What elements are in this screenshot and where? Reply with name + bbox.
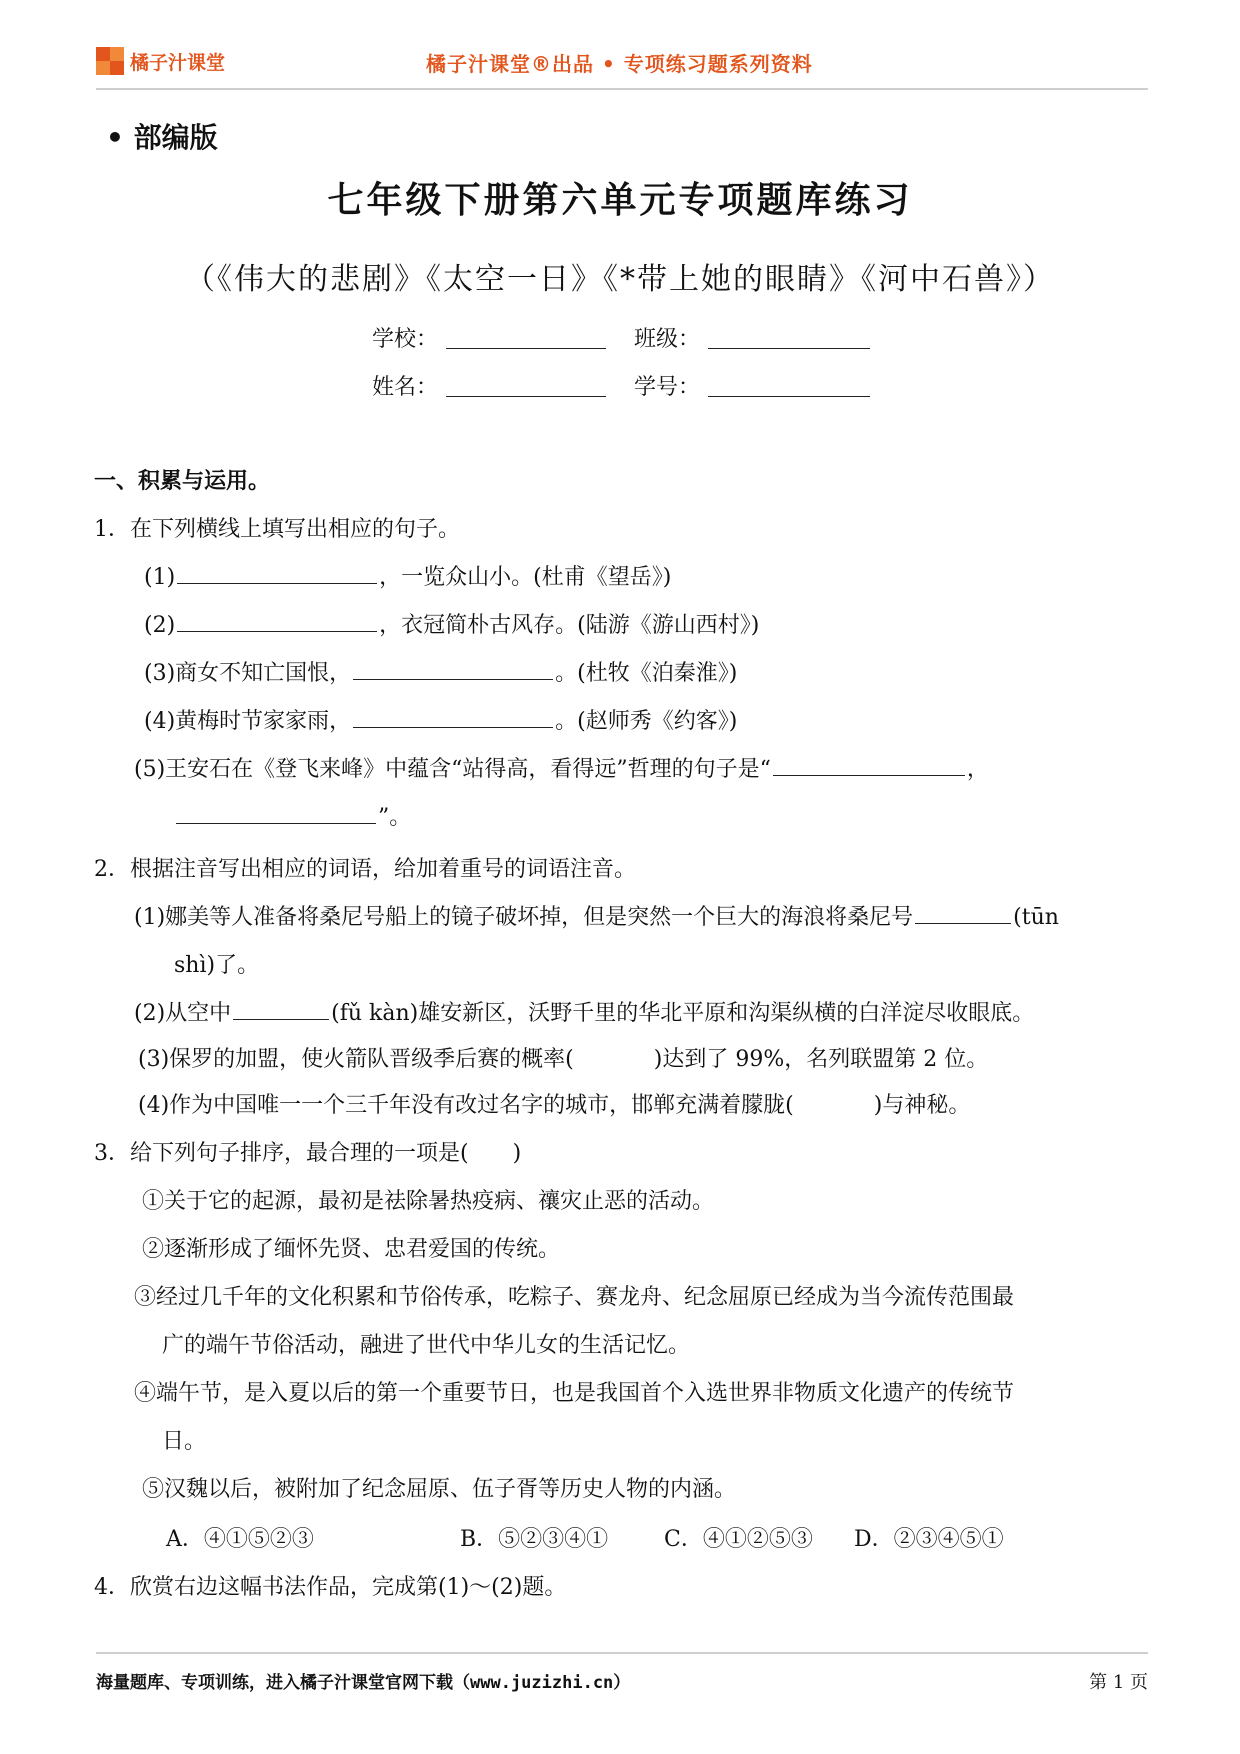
q3-sentence-5: ⑤汉魏以后，被附加了纪念屈原、伍子胥等历史人物的内涵。 (142, 1477, 737, 1502)
answer-blank[interactable] (353, 705, 553, 728)
q2-item-3: (3)保罗的加盟，使火箭队晋级季后赛的概率( )达到了 99%，名列联盟第 2 位。 (138, 1047, 989, 1072)
question-3-stem: 3．给下列句子排序，最合理的一项是( ) (94, 1141, 522, 1166)
q1-item-5-cont: ”。 (174, 800, 411, 831)
name-field[interactable] (446, 396, 606, 397)
answer-blank[interactable] (233, 997, 329, 1020)
q1-item-3: (3)商女不知亡国恨， 。(杜牧《泊秦淮》) (144, 656, 737, 687)
brand-logo (96, 46, 225, 76)
page-header (96, 40, 1148, 90)
q2-item-1-cont: shì)了。 (174, 953, 260, 978)
page-subtitle: （《伟大的悲剧》《太空一日》《*带上她的眼睛》《河中石兽》） (185, 262, 1055, 297)
q1-item-5: (5)王安石在《登飞来峰》中蕴含“站得高，看得远”哲理的句子是“ ， (134, 752, 989, 783)
q3-sentence-1: ①关于它的起源，最初是祛除暑热疫病、禳灾止恶的活动。 (142, 1189, 715, 1214)
q1-item-4: (4)黄梅时节家家雨， 。(赵师秀《约客》) (144, 704, 737, 735)
answer-blank[interactable] (773, 753, 965, 776)
answer-blank[interactable] (176, 801, 376, 824)
question-4-stem: 4．欣赏右边这幅书法作品，完成第(1)～(2)题。 (94, 1575, 567, 1600)
q2-item-4: (4)作为中国唯一一个三千年没有改过名字的城市，邯郸充满着朦胧( )与神秘。 (138, 1093, 971, 1118)
school-field[interactable] (446, 348, 606, 349)
option-b[interactable]: B．⑤②③④① (460, 1527, 609, 1552)
option-a[interactable]: A．④①⑤②③ (166, 1527, 314, 1552)
answer-blank[interactable] (353, 657, 553, 680)
school-label: 学校： (372, 327, 439, 352)
q3-sentence-2: ②逐渐形成了缅怀先贤、忠君爱国的传统。 (142, 1237, 561, 1262)
question-2-stem: 2．根据注音写出相应的词语，给加着重号的词语注音。 (94, 857, 636, 882)
answer-blank[interactable] (915, 901, 1011, 924)
name-label: 姓名： (372, 375, 439, 400)
q3-sentence-3: ③经过几千年的文化积累和节俗传承，吃粽子、赛龙舟、纪念屈原已经成为当今流传范围最 (134, 1285, 1015, 1310)
q2-item-1: (1)娜美等人准备将桑尼号船上的镜子破坏掉，但是突然一个巨大的海浪将桑尼号 (tūn (134, 900, 1059, 931)
number-field[interactable] (708, 396, 870, 397)
answer-blank[interactable] (177, 609, 377, 632)
question-1-stem: 1．在下列横线上填写出相应的句子。 (94, 517, 460, 542)
number-label: 学号： (634, 375, 701, 400)
footer-text: 海量题库、专项训练，进入橘子汁课堂官网下载（www.juzizhi.cn） (96, 1673, 631, 1693)
class-field[interactable] (708, 348, 870, 349)
answer-blank[interactable] (177, 561, 377, 584)
q3-sentence-3-cont: 广的端午节俗活动，融进了世代中华儿女的生活记忆。 (162, 1333, 691, 1358)
q3-sentence-4: ④端午节，是入夏以后的第一个重要节日，也是我国首个入选世界非物质文化遗产的传统节 (134, 1381, 1015, 1406)
page-title: 七年级下册第六单元专项题库练习 (327, 180, 913, 221)
q1-item-2: (2) ，衣冠简朴古风存。(陆游《游山西村》) (144, 608, 759, 639)
option-c[interactable]: C．④①②⑤③ (664, 1527, 813, 1552)
q3-sentence-4-cont: 日。 (162, 1429, 207, 1454)
option-d[interactable]: D．②③④⑤① (854, 1527, 1004, 1552)
q2-item-2: (2)从空中 (fǔ kàn)雄安新区，沃野千里的华北平原和沟渠纵横的白洋淀尽收眼底。 (134, 996, 1034, 1027)
logo-text: 橘子汁课堂 (130, 51, 226, 74)
page-number: 第 1 页 (1089, 1672, 1148, 1693)
edition-label: • 部编版 (106, 121, 218, 154)
page-footer (96, 1652, 1148, 1693)
q1-item-1: (1) ，一览众山小。(杜甫《望岳》) (144, 560, 671, 591)
section-heading: 一、积累与运用。 (94, 469, 271, 494)
class-label: 班级： (634, 327, 701, 352)
header-title: 橘子汁课堂®出品 • 专项练习题系列资料 (426, 52, 813, 76)
logo-icon (96, 47, 124, 75)
